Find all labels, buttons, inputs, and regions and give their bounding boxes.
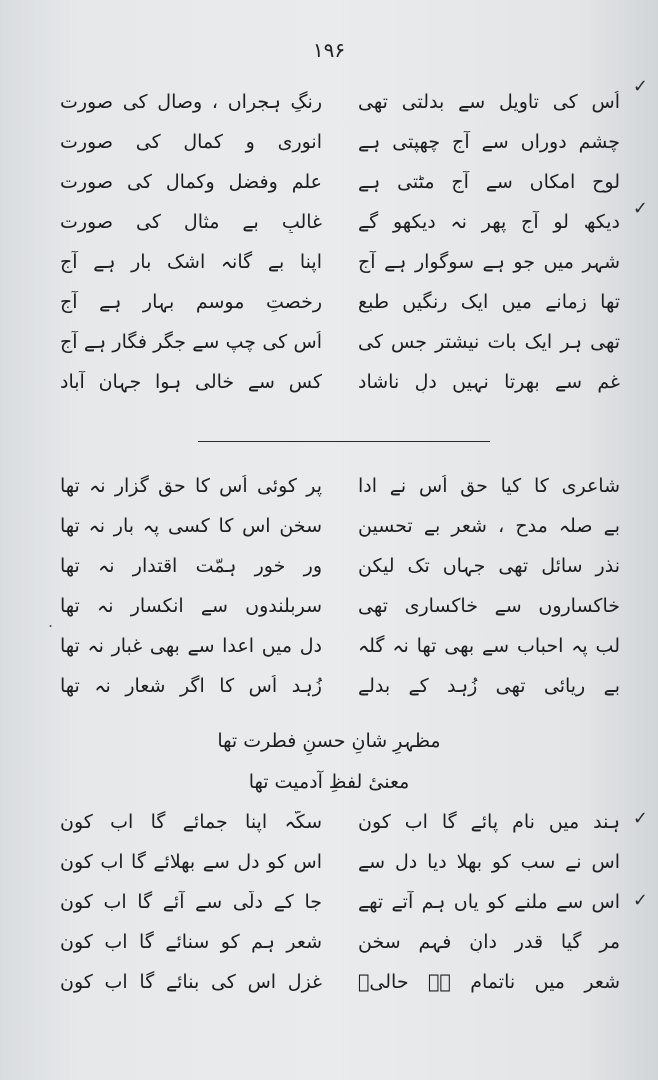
centered-verse-2: معنیٔ لفظِ آدمیت تھا	[248, 771, 410, 793]
verse-line-left: رنگِ ہجراں ، وصال کی صورت	[60, 91, 322, 113]
verse-line-left: پر کوئی اُس کا حق گزار نہ تھا	[60, 475, 322, 497]
couplet-row	[60, 922, 620, 962]
couplet-row	[60, 962, 620, 1002]
couplet-row	[60, 626, 620, 666]
couplet-row	[60, 282, 620, 322]
centered-verse-1: مظہرِ شانِ حسنِ فطرت تھا	[217, 730, 441, 752]
verse-line-left: سخن اس کا کسی پہ بار نہ تھا	[60, 515, 322, 537]
check-mark-icon: ✓	[632, 890, 648, 911]
verse-line-right: مر گیا قدر دانِ فہمِ سخن	[358, 931, 620, 953]
verse-line-right: شعر میں ناتمام ہے حالیؔ	[358, 971, 620, 993]
verse-line-right: شہر میں جو ہے سوگوار ہے آج	[358, 251, 620, 273]
verse-line-right: لوحِ امکاں سے آج مٹتی ہے	[358, 171, 620, 193]
couplet-row	[60, 586, 620, 626]
couplet-row	[60, 162, 620, 202]
verse-line-right: شاعری کا کیا حق اُس نے ادا	[358, 475, 620, 497]
verse-line-left: اُس کی چپ سے جگر فگار ہے آج	[60, 331, 322, 353]
verse-line-left: غالبِ بے مثال کی صورت	[60, 211, 322, 233]
verse-line-right: اُس کی تاویل سے بدلتی تھی	[358, 91, 620, 113]
verse-section-2	[60, 466, 620, 706]
check-mark-icon: ✓	[632, 198, 648, 219]
couplet-row	[60, 466, 620, 506]
verse-line-left: انوری و کمال کی صورت	[60, 131, 322, 153]
verse-line-left: اپنا بے گانہ اشک بار ہے آج	[60, 251, 322, 273]
verse-line-right: غم سے بھرتا نہیں دلِ ناشاد	[358, 371, 620, 393]
verse-line-left: ور خورِ ہمّت اقتدار نہ تھا	[60, 555, 322, 577]
verse-line-right: بے ریائی تھی زُہد کے بدلے	[358, 675, 620, 697]
couplet-row	[60, 506, 620, 546]
couplet-row	[60, 802, 620, 842]
verse-line-left: دل میں اعدا سے بھی غبار نہ تھا	[60, 635, 322, 657]
verse-line-left: اس کو دل سے بھلائے گا اب کون	[60, 851, 322, 873]
verse-line-left: شعر ہم کو سنائے گا اب کون	[60, 931, 322, 953]
couplet-row	[60, 82, 620, 122]
verse-line-right: ہند میں نام پائے گا اب کون	[358, 811, 620, 833]
couplet-row	[60, 362, 620, 402]
couplet-row	[60, 666, 620, 706]
couplet-row	[60, 322, 620, 362]
page-number: ۱۹۶	[312, 38, 346, 62]
check-mark-icon: ✓	[632, 808, 648, 829]
verse-line-left: سکّہ اپنا جمائے گا اب کون	[60, 811, 322, 833]
verse-line-right: خاکساروں سے خاکساری تھی	[358, 595, 620, 617]
verse-line-right: تھا زمانے میں ایک رنگیں طبع	[358, 291, 620, 313]
verse-line-right: دیکھ لو آج پھر نہ دیکھو گے	[358, 211, 620, 233]
section-divider	[198, 441, 490, 442]
verse-line-left: علم وفضل وکمال کی صورت	[60, 171, 322, 193]
couplet-row	[60, 202, 620, 242]
couplet-row	[60, 882, 620, 922]
verse-section-4	[60, 802, 620, 1002]
verse-line-right: اس سے ملنے کو یاں ہم آتے تھے	[358, 891, 620, 913]
verse-line-left: جا کے دلّی سے آئے گا اب کون	[60, 891, 322, 913]
couplet-row	[60, 242, 620, 282]
verse-line-left: زُہد اُس کا اگر شعار نہ تھا	[60, 675, 322, 697]
verse-line-right: اس نے سب کو بھلا دیا دل سے	[358, 851, 620, 873]
couplet-row	[60, 122, 620, 162]
verse-line-left: سربلندوں سے انکسار نہ تھا	[60, 595, 322, 617]
verse-line-right: نذرِ سائل تھی جہاں تک لیکن	[358, 555, 620, 577]
verse-line-left: رخصتِ موسمِ بہار ہے آج	[60, 291, 322, 313]
verse-line-left: غزل اس کی بنائے گا اب کون	[60, 971, 322, 993]
verse-line-left: کس سے خالی ہوا جہان آباد	[60, 371, 322, 393]
verse-line-right: بے صلہ مدح ، شعر بے تحسین	[358, 515, 620, 537]
verse-section-1	[60, 82, 620, 402]
verse-line-right: لب پہ احباب سے بھی تھا نہ گلہ	[358, 635, 620, 657]
couplet-row	[60, 546, 620, 586]
verse-line-right: چشمِ دوراں سے آج چھپتی ہے	[358, 131, 620, 153]
verse-line-right: تھی ہر ایک بات نیشتر جس کی	[358, 331, 620, 353]
check-mark-icon: ✓	[632, 76, 648, 97]
margin-mark-icon: .	[48, 612, 54, 631]
couplet-row	[60, 842, 620, 882]
